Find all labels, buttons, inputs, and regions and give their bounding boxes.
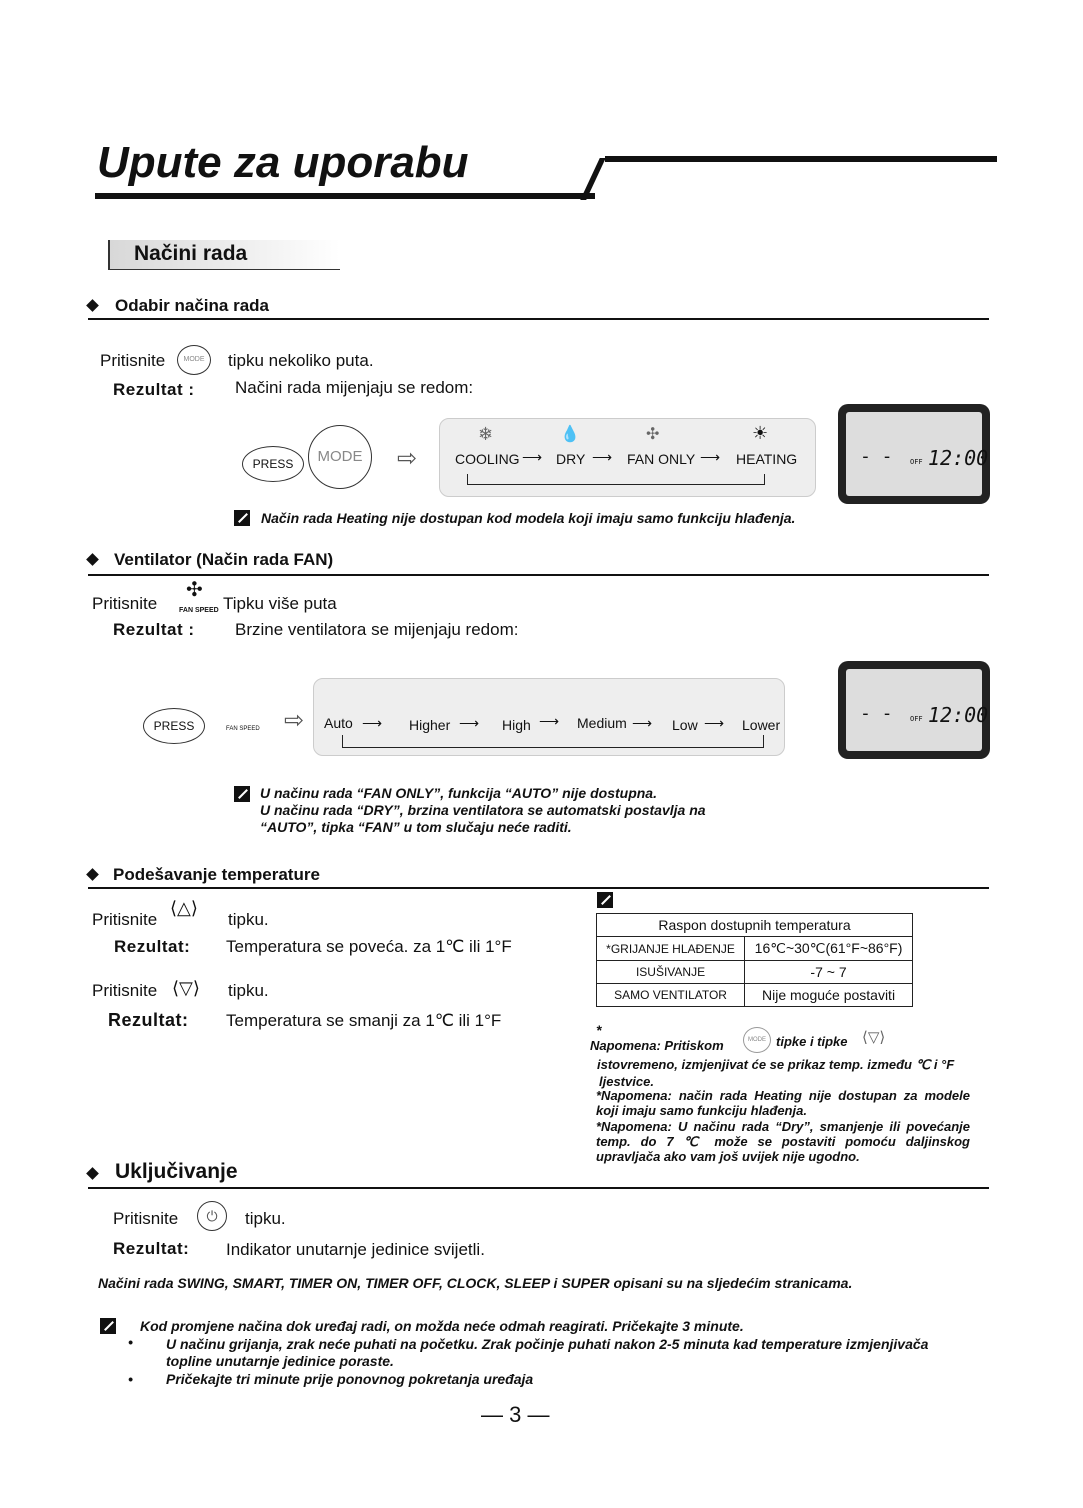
bullet-icon: • xyxy=(128,1334,133,1350)
note-icon xyxy=(597,892,613,908)
bullet-icon: • xyxy=(128,1371,133,1387)
lcd-dash: - - xyxy=(860,703,893,724)
result-label: Rezultat: xyxy=(108,1010,189,1030)
fan-icon: ✣ xyxy=(186,579,203,601)
mode-fan-only: FAN ONLY xyxy=(627,451,696,467)
table-cell: -7 ~ 7 xyxy=(745,961,913,984)
section-heading: Načini rada xyxy=(108,240,340,270)
fan-speed-button: FAN SPEED xyxy=(226,726,260,732)
asterisk: * xyxy=(596,1022,602,1038)
divider xyxy=(88,318,989,320)
bullet-icon xyxy=(86,1167,99,1180)
note-text: tipke i tipke xyxy=(776,1034,848,1049)
lcd-time: 12:00 xyxy=(928,446,989,470)
result-label: Rezultat : xyxy=(113,380,195,399)
lcd-display xyxy=(838,661,990,759)
result-up: Temperatura se poveća. za 1℃ ili 1°F xyxy=(226,937,512,956)
speed-high: High xyxy=(502,717,531,733)
droplet-icon: 💧 xyxy=(560,426,580,443)
press-text: tipku nekoliko puta. xyxy=(228,351,374,370)
mode-sequence-box: ❄ 💧 ✣ ☀ COOLING ⟶ DRY ⟶ FAN ONLY ⟶ HEATING xyxy=(439,418,816,497)
note-text: Napomena: Pritiskom xyxy=(590,1038,724,1053)
note-text: U načinu grijanja, zrak neće puhati na početku. Zrak počinje puhati nakon 2-5 minuta kad temperature izmjenjivača xyxy=(166,1336,929,1352)
loop-arrow xyxy=(342,735,764,748)
heading-power: Uključivanje xyxy=(115,1160,238,1183)
press-label: Pritisnite xyxy=(92,594,158,613)
mode-heating: HEATING xyxy=(736,451,798,467)
table-cell: 16℃~30℃(61°F~86°F) xyxy=(745,937,913,961)
speed-lower: Lower xyxy=(742,717,781,733)
lcd-off: OFF xyxy=(910,458,923,466)
divider xyxy=(88,574,989,576)
result-label: Rezultat: xyxy=(113,1239,190,1258)
note-text: topline unutarnje jedinice poraste. xyxy=(166,1353,394,1369)
note-text: “AUTO”, tipka “FAN” u tom slučaju neće raditi. xyxy=(260,819,572,835)
speed-higher: Higher xyxy=(409,717,451,733)
press-text: tipku. xyxy=(228,910,269,929)
loop-arrow xyxy=(467,474,765,485)
heading-temp: Podešavanje temperature xyxy=(113,865,320,884)
lcd-dash: - - xyxy=(860,446,893,467)
bullet-icon xyxy=(86,868,99,881)
result-down: Temperatura se smanji za 1℃ ili 1°F xyxy=(226,1011,502,1030)
mode-cooling: COOLING xyxy=(455,451,520,467)
result-text: Indikator unutarnje jedinice svijetli. xyxy=(226,1240,485,1259)
result-text: Načini rada mijenjaju se redom: xyxy=(235,378,474,397)
temp-down-icon: ⟨▽⟩ xyxy=(172,978,200,998)
footer-line: Načini rada SWING, SMART, TIMER ON, TIMER OFF, CLOCK, SLEEP i SUPER opisani su na sljedećim stranicama. xyxy=(98,1275,853,1291)
note-text: U načinu rada “FAN ONLY”, funkcija “AUTO” nije dostupna. xyxy=(260,785,657,801)
mode-dry: DRY xyxy=(556,451,586,467)
mode-button-icon: MODE xyxy=(177,345,211,375)
sun-icon: ☀ xyxy=(752,423,769,443)
speed-low: Low xyxy=(672,717,698,733)
speed-auto: Auto xyxy=(324,715,353,731)
table-header: Raspon dostupnih temperatura xyxy=(597,914,913,937)
page-number: — 3 — xyxy=(481,1402,550,1427)
note-text: ljestvice. xyxy=(599,1074,654,1089)
mode-button-large: MODE xyxy=(308,425,372,489)
power-icon: ⏻ xyxy=(197,1201,227,1231)
table-cell: Nije moguće postaviti xyxy=(745,984,913,1007)
note-icon xyxy=(100,1318,116,1334)
press-hand-icon: PRESS xyxy=(143,708,205,744)
result-label: Rezultat: xyxy=(114,937,191,956)
table-cell: ISUŠIVANJE xyxy=(597,961,745,984)
lcd-time: 12:00 xyxy=(928,703,989,727)
table-cell: *GRIJANJE HLAĐENJE xyxy=(597,937,745,961)
mode-button-icon: MODE xyxy=(743,1027,771,1053)
temp-down-icon: ⟨▽⟩ xyxy=(862,1029,886,1046)
bullet-icon xyxy=(86,553,99,566)
note-text: *Napomena: način rada Heating nije dostupan za modele koji imaju samo funkciju hlađenja. xyxy=(596,1088,970,1118)
press-label: Pritisnite xyxy=(100,351,166,370)
heading-fan: Ventilator (Način rada FAN) xyxy=(114,550,334,569)
divider xyxy=(88,887,989,889)
note-text: U načinu rada “DRY”, brzina ventilatora se automatski postavlja na xyxy=(260,802,706,818)
lcd-display xyxy=(838,404,990,504)
arrow-right-icon: ⇨ xyxy=(397,445,418,472)
press-text: tipku. xyxy=(245,1209,286,1228)
press-label: Pritisnite xyxy=(92,981,158,1000)
note-icon xyxy=(234,510,250,526)
press-hand-icon: PRESS xyxy=(242,446,304,482)
result-label: Rezultat : xyxy=(113,620,195,639)
divider xyxy=(88,1187,989,1189)
press-text: tipku. xyxy=(228,981,269,1000)
arrow-right-icon: ⇨ xyxy=(284,707,305,734)
press-text: Tipku više puta xyxy=(223,594,337,613)
lcd-off: OFF xyxy=(910,715,923,723)
note-text: Kod promjene načina dok uređaj radi, on možda neće odmah reagirati. Pričekajte 3 minute. xyxy=(140,1318,744,1334)
note-text: Način rada Heating nije dostupan kod modela koji imaju samo funkciju hlađenja. xyxy=(261,510,796,526)
note-icon xyxy=(234,786,250,802)
snowflake-icon: ❄ xyxy=(478,424,494,444)
title-rule-right xyxy=(605,156,997,162)
temp-range-table xyxy=(596,913,913,1007)
fan-speed-label: FAN SPEED xyxy=(179,607,219,614)
result-text: Brzine ventilatora se mijenjaju redom: xyxy=(235,620,519,639)
table-cell: SAMO VENTILATOR xyxy=(597,984,745,1007)
press-label: Pritisnite xyxy=(92,910,158,929)
heading-mode: Odabir načina rada xyxy=(115,296,269,315)
note-text: istovremeno, izmjenjivat će se prikaz temp. između ℃ i °F xyxy=(597,1057,955,1072)
speed-medium: Medium xyxy=(577,715,627,731)
press-label: Pritisnite xyxy=(113,1209,179,1228)
page-title: Upute za uporabu xyxy=(97,138,469,187)
fan-icon: ✣ xyxy=(646,426,660,443)
title-rule xyxy=(95,193,595,199)
note-text: *Napomena: U načinu rada “Dry”, smanjenje ili povećanje temp. do 7 ℃ može se postaviti pomoću daljinskog upravljača ako vam još uvijek nije ugodno. xyxy=(596,1119,970,1164)
fan-sequence-box: Auto ⟶ Higher ⟶ High ⟶ Medium ⟶ Low ⟶ Lower xyxy=(313,678,785,756)
bullet-icon xyxy=(86,299,99,312)
note-text: Pričekajte tri minute prije ponovnog pokretanja uređaja xyxy=(166,1371,534,1387)
temp-up-icon: ⟨△⟩ xyxy=(170,898,198,918)
